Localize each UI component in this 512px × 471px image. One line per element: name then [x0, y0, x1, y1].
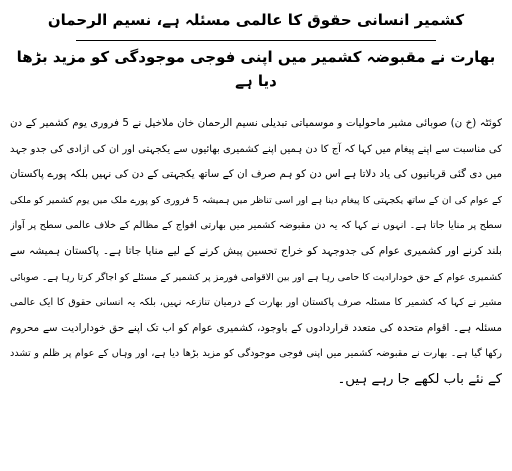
body-line: کے عوام کی ان کے ساتھ یکجہتی کا پیغام دینا ہے اور اسی تناظر میں ہمیشہ 5 فروری کو پورے ملک میں یوم کشمیر کو ملکی: [10, 194, 502, 206]
subheadline: بھارت نے مقبوضہ کشمیر میں اپنی فوجی موجودگی کو مزید بڑھا دیا ہے: [16, 48, 496, 90]
body-line: کشمیری عوام کے حق خودارادیت کا حامی رہا ہے اور بین الاقوامی فورمز پر کشمیر کے مسئلے کو اجاگر کرتا رہا ہے۔ صوبائی: [10, 271, 502, 283]
body-line: میں دی گئی قربانیوں کی یاد دلاتا ہے اس دن کو ہم صرف ان کے ساتھ یکجہتی کے دن کی نہیں بلکہ پورے پاکستان: [10, 168, 502, 181]
body-line: مسئلہ ہے۔ اقوام متحدہ کی متعدد قراردادوں کے باوجود، کشمیری عوام کو اب تک اپنے حق خودارادیت سے محروم: [10, 321, 502, 334]
body-line: کوئٹہ (خ ن) صوبائی مشیر ماحولیات و موسمیاتی تبدیلی نسیم الرحمان خان ملاخیل نے 5 فروری یوم کشمیر کے دن: [10, 117, 502, 129]
body-line: سطح پر منایا جاتا ہے۔ انہوں نے کہا کہ یہ دن مقبوضہ کشمیر میں بھارتی افواج کے مظالم کے خلاف عالمی سطح پر آواز: [10, 220, 502, 232]
body-line: رکھا گیا ہے۔ بھارت نے مقبوضہ کشمیر میں اپنی فوجی موجودگی کو مزید بڑھا دیا ہے، اور وہاں کے عوام پر ظلم و تشدد: [10, 348, 502, 360]
headline-divider: [76, 40, 436, 41]
body-line: کی مناسبت سے اپنے پیغام میں کہا کہ آج کا دن ہمیں اپنے کشمیری بھائیوں سے یکجہتی اور ان کی ازادی کی جدو جہد: [10, 143, 502, 155]
body-line: بلند کرنے اور کشمیری عوام کی جدوجہد کو خراج تحسین پیش کرنے کے لیے منایا جاتا ہے۔ پاکستان ہمیشہ سے: [10, 244, 502, 257]
article-body: [10, 111, 502, 393]
body-line: کے نئے باب لکھے جا رہے ہیں۔: [337, 371, 502, 387]
body-line: مشیر نے کہا کہ کشمیر کا مسئلہ صرف پاکستان اور بھارت کے درمیان تنازعہ نہیں، بلکہ یہ انسانی حقوق کا ایک عالمی: [10, 297, 502, 309]
headline: کشمیر انسانی حقوق کا عالمی مسئلہ ہے، نسیم الرحمان: [47, 11, 465, 29]
